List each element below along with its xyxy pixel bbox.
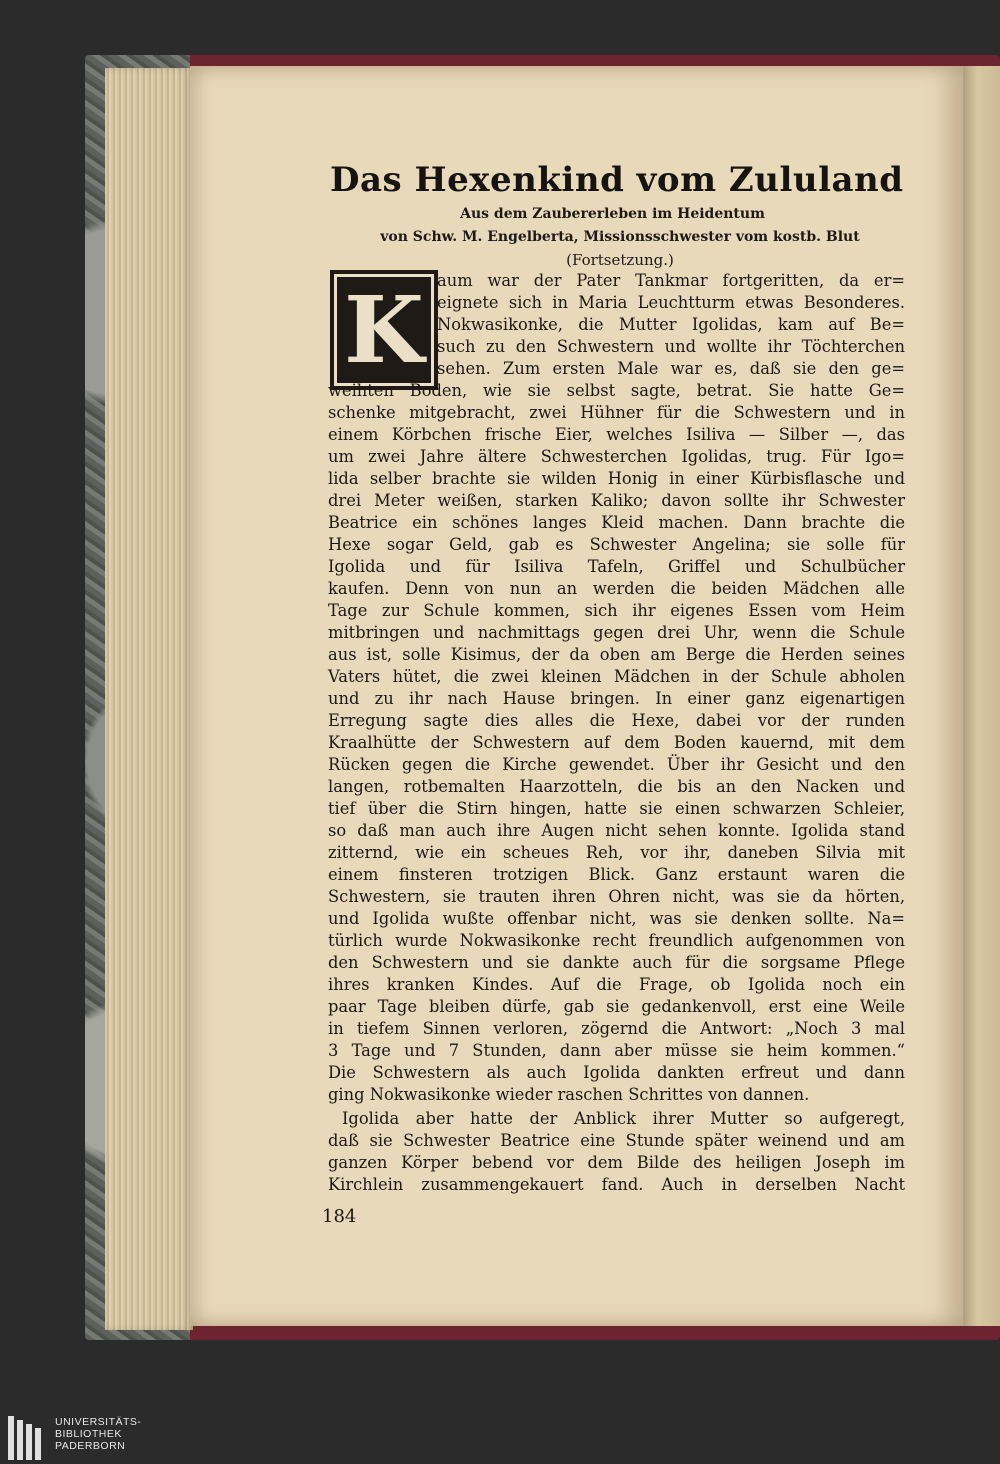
- article-title: Das Hexenkind vom Zululand: [330, 160, 904, 200]
- text-line: Rücken gegen die Kirche gewendet. Über ihr Gesicht und den: [328, 755, 905, 774]
- library-logo-text: [55, 1416, 141, 1452]
- logo-line: UNIVERSITÄTS-: [55, 1416, 142, 1428]
- page-number: 184: [322, 1206, 357, 1227]
- text-line: Die Schwestern als auch Igolida dankten erfreut und dann: [328, 1063, 905, 1082]
- logo-line: BIBLIOTHEK: [55, 1428, 122, 1440]
- text-line: weihten Boden, wie sie selbst sagte, betrat. Sie hatte Ge=: [328, 381, 905, 400]
- text-line: Vaters hütet, die zwei kleinen Mädchen in der Schule abholen: [328, 667, 905, 686]
- library-footer: [0, 1410, 1000, 1464]
- article-subtitle: Aus dem Zaubererleben im Heidentum: [460, 206, 765, 222]
- library-logo-icon: [8, 1416, 48, 1460]
- text-line: so daß man auch ihre Augen nicht sehen konnte. Igolida stand: [328, 821, 905, 840]
- text-line: aum war der Pater Tankmar fortgeritten, da er=: [437, 271, 905, 290]
- text-line: kaufen. Denn von nun an werden die beiden Mädchen alle: [328, 579, 905, 598]
- drop-cap-initial: K: [330, 270, 438, 390]
- text-line: türlich wurde Nokwasikonke recht freundlich aufgenommen von: [328, 931, 905, 950]
- logo-line: PADERBORN: [55, 1440, 126, 1452]
- text-line: ging Nokwasikonke wieder raschen Schrittes von dannen.: [328, 1085, 810, 1104]
- text-line: und Igolida wußte offenbar nicht, was sie denken sollte. Na=: [328, 909, 905, 928]
- text-line: um zwei Jahre ältere Schwesterchen Igolidas, trug. Für Igo=: [328, 447, 905, 466]
- continuation-note: (Fortsetzung.): [566, 251, 674, 269]
- text-line: eignete sich in Maria Leuchtturm etwas Besonderes.: [437, 293, 905, 312]
- text-line: sehen. Zum ersten Male war es, daß sie den ge=: [437, 359, 905, 378]
- text-line: Tage zur Schule kommen, sich ihr eigenes Essen vom Heim: [328, 601, 905, 620]
- text-line: Igolida aber hatte der Anblick ihrer Mutter so aufgeregt,: [342, 1109, 905, 1128]
- text-line: Kraalhütte der Schwestern auf dem Boden kauernd, mit dem: [328, 733, 905, 752]
- text-line: paar Tage bleiben dürfe, gab sie gedankenvoll, erst eine Weile: [328, 997, 905, 1016]
- text-line: Igolida und für Isiliva Tafeln, Griffel und Schulbücher: [328, 557, 905, 576]
- text-line: den Schwestern und sie dankte auch für die sorgsame Pflege: [328, 953, 905, 972]
- text-line: tief über die Stirn hingen, hatte sie einen schwarzen Schleier,: [328, 799, 905, 818]
- text-line: Erregung sagte dies alles die Hexe, dabei vor der runden: [328, 711, 905, 730]
- text-line: und zu ihr nach Hause bringen. In einer ganz eigenartigen: [328, 689, 905, 708]
- article-author: von Schw. M. Engelberta, Missionsschwester vom kostb. Blut: [380, 229, 860, 245]
- text-line: ganzen Körper bebend vor dem Bilde des heiligen Joseph im: [328, 1153, 905, 1172]
- text-line: Schwestern, sie trauten ihren Ohren nicht, was sie da hörten,: [328, 887, 905, 906]
- text-line: langen, rotbemalten Haarzotteln, die bis an den Nacken und: [328, 777, 905, 796]
- text-line: such zu den Schwestern und wollte ihr Töchterchen: [437, 337, 905, 356]
- text-line: schenke mitgebracht, zwei Hühner für die Schwestern und in: [328, 403, 905, 422]
- text-line: einem Körbchen frische Eier, welches Isiliva — Silber —, das: [328, 425, 905, 444]
- text-line: zitternd, wie ein scheues Reh, vor ihr, daneben Silvia mit: [328, 843, 905, 862]
- text-line: in tiefem Sinnen verloren, zögernd die Antwort: „Noch 3 mal: [328, 1019, 905, 1038]
- text-line: aus ist, solle Kisimus, der da oben am Berge die Herden seines: [328, 645, 905, 664]
- text-line: Beatrice ein schönes langes Kleid machen. Dann brachte die: [328, 513, 905, 532]
- text-line: Kirchlein zusammengekauert fand. Auch in derselben Nacht: [328, 1175, 905, 1194]
- text-line: drei Meter weißen, starken Kaliko; davon sollte ihr Schwester: [328, 491, 905, 510]
- text-line: 3 Tage und 7 Stunden, dann aber müsse sie heim kommen.“: [328, 1041, 905, 1060]
- text-line: ihres kranken Kindes. Auf die Frage, ob Igolida noch ein: [328, 975, 905, 994]
- text-line: Nokwasikonke, die Mutter Igolidas, kam auf Be=: [437, 315, 905, 334]
- text-line: mitbringen und nachmittags gegen drei Uhr, wenn die Schule: [328, 623, 905, 642]
- text-line: einem finsteren trotzigen Blick. Ganz erstaunt waren die: [328, 865, 905, 884]
- text-line: Hexe sogar Geld, gab es Schwester Angelina; sie solle für: [328, 535, 905, 554]
- text-line: lida selber brachte sie wilden Honig in einer Kürbisflasche und: [328, 469, 905, 488]
- text-line: daß sie Schwester Beatrice eine Stunde später weinend und am: [328, 1131, 905, 1150]
